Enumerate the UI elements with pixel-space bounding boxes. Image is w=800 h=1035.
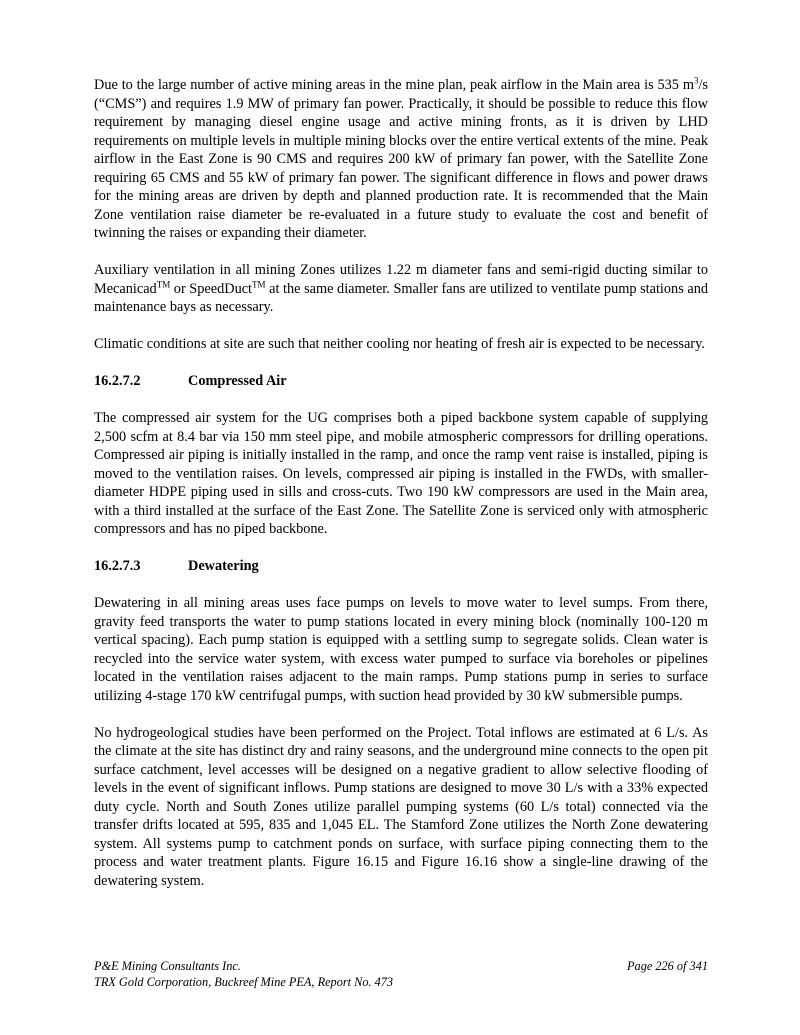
- page-footer: [94, 958, 708, 990]
- text-segment: or SpeedDuct: [170, 280, 253, 297]
- text-segment: at the same diameter. Smaller fans are utilized to ventilate pump stations and maintenance bays as necessary.: [94, 280, 708, 315]
- section-heading-dewatering: [94, 557, 708, 576]
- ventilation-paragraph-1: [94, 76, 708, 243]
- dewatering-paragraph-1: Dewatering in all mining areas uses face pumps on levels to move water to level sumps. From there, gravity feed transports the water to pump stations located in every mining block (nominally 100-120 m vertical spacing). Each pump station is equipped with a settling sump to segregate solids. Clean water is recycled into the service water system, with excess water pumped to surface via boreholes or pipelines located in the ventilation raises adjacent to the main ramps. Pump stations pump in series to surface utilizing 4-stage 170 kW centrifugal pumps, with suction head provided by 30 kW submersible pumps.: [94, 595, 708, 704]
- ventilation-paragraph-3: Climatic conditions at site are such that neither cooling nor heating of fresh air is expected to be necessary.: [94, 336, 705, 352]
- dewatering-paragraph-2: No hydrogeological studies have been performed on the Project. Total inflows are estimated at 6 L/s. As the climate at the site has distinct dry and rainy seasons, and the underground mine connects to the open pit surface catchment, level accesses will be designed on a negative gradient to allow selective flooding of levels in the event of significant inflows. Pump stations are designed to move 30 L/s with a 33% expected duty cycle. North and South Zones utilize parallel pumping systems (60 L/s total) connected via the transfer drifts located at 595, 835 and 1,045 EL. The Stamford Zone utilizes the North Zone dewatering system. All systems pump to catchment ponds on surface, with surface piping connecting them to the process and water treatment plants. Figure 16.15 and Figure 16.16 show a single-line drawing of the dewatering system.: [94, 724, 708, 889]
- text-segment: /s (“CMS”) and requires 1.9 MW of primary fan power. Practically, it should be possible to reduce this flow requirement by managing diesel engine usage and active mining fronts, as it is driven by LHD requirements on multiple levels in multiple mining blocks over the entire vertical extents of the mine. Peak airflow in the East Zone is 90 CMS and requires 200 kW of primary fan power, with the Satellite Zone requiring 65 CMS and 55 kW of primary fan power. The significant difference in flows and power draws for the mining areas are driven by depth and planned production rate. It is recommended that the Main Zone ventilation raise diameter be re-evaluated in a future study to evaluate the cost and benefit of twinning the raises or expanding their diameter.: [94, 77, 708, 241]
- section-number: 16.2.7.3: [94, 558, 141, 574]
- trademark-superscript: TM: [156, 279, 171, 290]
- text-segment: Due to the large number of active mining areas in the mine plan, peak airflow in the Main area is 535 m: [94, 77, 694, 93]
- text-segment: Auxiliary ventilation in all mining Zones utilizes 1.22 m diameter fans and semi-rigid ducting similar to Mecanicad: [94, 262, 708, 297]
- superscript: 3: [693, 75, 699, 86]
- ventilation-paragraph-2: [94, 261, 708, 317]
- section-title: Dewatering: [188, 558, 259, 574]
- document-body: [94, 76, 708, 890]
- footer-page-number: Page 226 of 341: [627, 959, 708, 973]
- compressed-air-paragraph: The compressed air system for the UG comprises both a piped backbone system capable of supplying 2,500 scfm at 8.4 bar via 150 mm steel pipe, and mobile atmospheric compressors for drilling operations. Compressed air piping is initially installed in the ramp, and once the ramp vent raise is installed, piping is moved to the ventilation raises. On levels, compressed air piping is installed in the FWDs, with smaller-diameter HDPE piping used in sills and cross-cuts. Two 190 kW compressors are used in the Main area, with a third installed at the surface of the East Zone. The Satellite Zone is serviced only with atmospheric compressors and has no piped backbone.: [94, 410, 708, 537]
- section-number: 16.2.7.2: [94, 373, 141, 389]
- section-title: Compressed Air: [188, 373, 287, 389]
- trademark-superscript: TM: [252, 279, 266, 290]
- section-heading-compressed-air: [94, 372, 708, 391]
- footer-report-title: TRX Gold Corporation, Buckreef Mine PEA, Report No. 473: [94, 975, 394, 989]
- footer-company: P&E Mining Consultants Inc.: [94, 959, 241, 973]
